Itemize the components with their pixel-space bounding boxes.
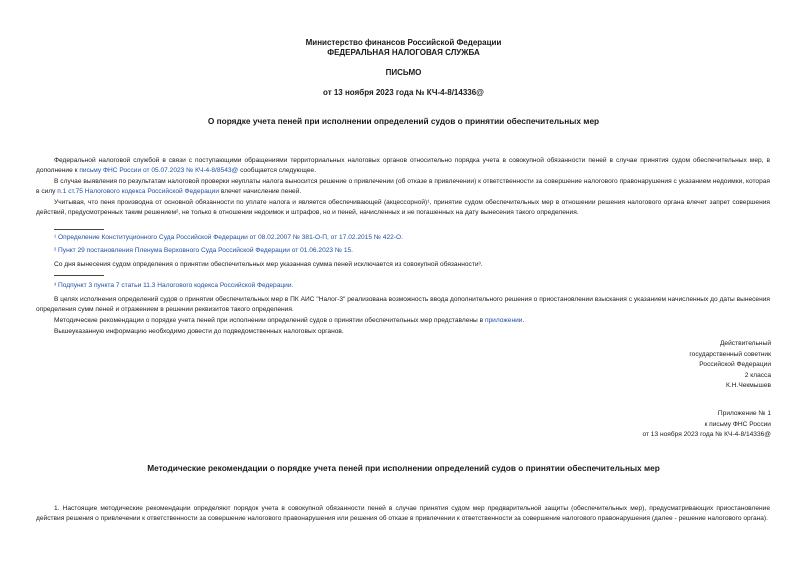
appendix-paragraph-1-text: 1. Настоящие методические рекомендации определяют порядок учета в совокупной обязанности пеней в случае принятия судом мер предварительной защиты (обеспечительных мер), предусматривающих приостановление действия решения о привлечении к ответственности за совершение налогового правонарушения или решения об отказе в привлечении к ответственности за совершение налогового правонарушения (далее - решение налогового органа). bbox=[36, 505, 770, 522]
paragraph-6-end: . bbox=[522, 317, 525, 324]
document-title: О порядке учета пеней при исполнении определений судов о принятии обеспечительных мер bbox=[207, 116, 600, 126]
footnote-separator bbox=[54, 229, 104, 230]
document-type: ПИСЬМО bbox=[385, 68, 422, 77]
service-name: ФЕДЕРАЛЬНАЯ НАЛОГОВАЯ СЛУЖБА bbox=[327, 48, 480, 57]
paragraph-2-text: В случае выявления по результатам налоговой проверки неуплаты налога выносится решение о привлечении (об отказе в привлечении) к ответственности за совершение налогового правонарушения с указанием недоимки, которая в силу bbox=[36, 178, 770, 195]
paragraph-1-text: Федеральной налоговой службой в связи с поступающими обращениями территориальных налоговых органов относительно порядка учета в совокупной обязанности пеней в случае принятия судом обеспечительных мер, в дополнение к bbox=[36, 157, 770, 174]
paragraph-5-text: В целях исполнения определений судов о принятии обеспечительных мер в ПК АИС "Налог-3" реализована возможность ввода дополнительного решения о приостановлении взыскания с указанием начисленных до даты вынесения определения сумм пеней и отражением в решении реквизитов такого определения. bbox=[36, 296, 770, 313]
appendix-link[interactable]: приложении bbox=[484, 317, 523, 324]
reference-link-letter[interactable]: письму ФНС России от 05.07.2023 № КЧ-4-8/8543@ bbox=[79, 166, 239, 174]
signature-rank-3: Российской Федерации bbox=[699, 361, 771, 368]
paragraph-7: Вышеуказанную информацию необходимо довести до подведомственных налоговых органов. bbox=[54, 328, 344, 335]
signature-rank-4: 2 класса bbox=[744, 371, 771, 379]
footnote-1[interactable]: ¹ Определение Конституционного Суда Российской Федерации от 08.02.2007 № 381-О-П, от 17.02.2015 № 422-О. bbox=[54, 234, 403, 241]
appendix-paragraph-1 bbox=[36, 504, 770, 523]
paragraph-5 bbox=[36, 295, 770, 314]
paragraph-3-text: Учитывая, что пеня производна от основной обязанности по уплате налога и является обеспечивающей (акцессорной)¹, принятие судом обеспечительных мер в отношении решения налогового органа влечет запрет совершения действий, предусмотренных таким решением², не только в отношении недоимок и штрафов, но и пеней, начисленных и не погашенных на дату вынесения такого определения. bbox=[36, 199, 770, 216]
footnote-separator-2 bbox=[54, 275, 104, 276]
reference-link-tax-code[interactable]: п.1 ст.75 Налогового кодекса Российской Федерации bbox=[57, 187, 220, 195]
paragraph-3 bbox=[36, 198, 770, 217]
footnote-2[interactable]: ² Пункт 29 постановления Пленума Верховного Суда Российской Федерации от 01.06.2023 № 15. bbox=[54, 247, 353, 254]
paragraph-6-text: Методические рекомендации о порядке учета пеней при исполнении определений судов о принятии обеспечительных мер представлены в bbox=[54, 317, 485, 324]
appendix-letter-ref: к письму ФНС России bbox=[704, 420, 771, 428]
footnote-3[interactable]: ³ Подпункт 3 пункта 7 статьи 11.3 Налогового кодекса Российской Федерации. bbox=[54, 282, 294, 289]
paragraph-2 bbox=[36, 177, 770, 196]
appendix-title: Методические рекомендации о порядке учета пеней при исполнении определений судов о принятии обеспечительных мер bbox=[147, 463, 660, 473]
signature-block bbox=[689, 339, 771, 392]
paragraph-6 bbox=[54, 316, 524, 325]
paragraph-4: Со дня вынесения судом определения о принятии обеспечительных мер указанная сумма пеней исключается из совокупной обязанности³. bbox=[54, 261, 483, 268]
appendix-date-number: от 13 ноября 2023 года № КЧ-4-8/14336@ bbox=[642, 431, 771, 438]
signer-name: К.Н.Чекмышев bbox=[726, 382, 771, 389]
document-date-number: от 13 ноября 2023 года № КЧ-4-8/14336@ bbox=[323, 88, 484, 97]
appendix-header bbox=[642, 409, 771, 441]
paragraph-1 bbox=[36, 156, 770, 175]
paragraph-1-end: сообщается следующее. bbox=[238, 166, 317, 174]
paragraph-2-end: влечет начисление пеней. bbox=[219, 187, 302, 195]
signature-rank-2: государственный советник bbox=[689, 350, 771, 358]
appendix-label: Приложение № 1 bbox=[717, 410, 771, 417]
signature-rank-1: Действительный bbox=[719, 340, 771, 347]
ministry-name: Министерство финансов Российской Федерации bbox=[305, 38, 502, 47]
